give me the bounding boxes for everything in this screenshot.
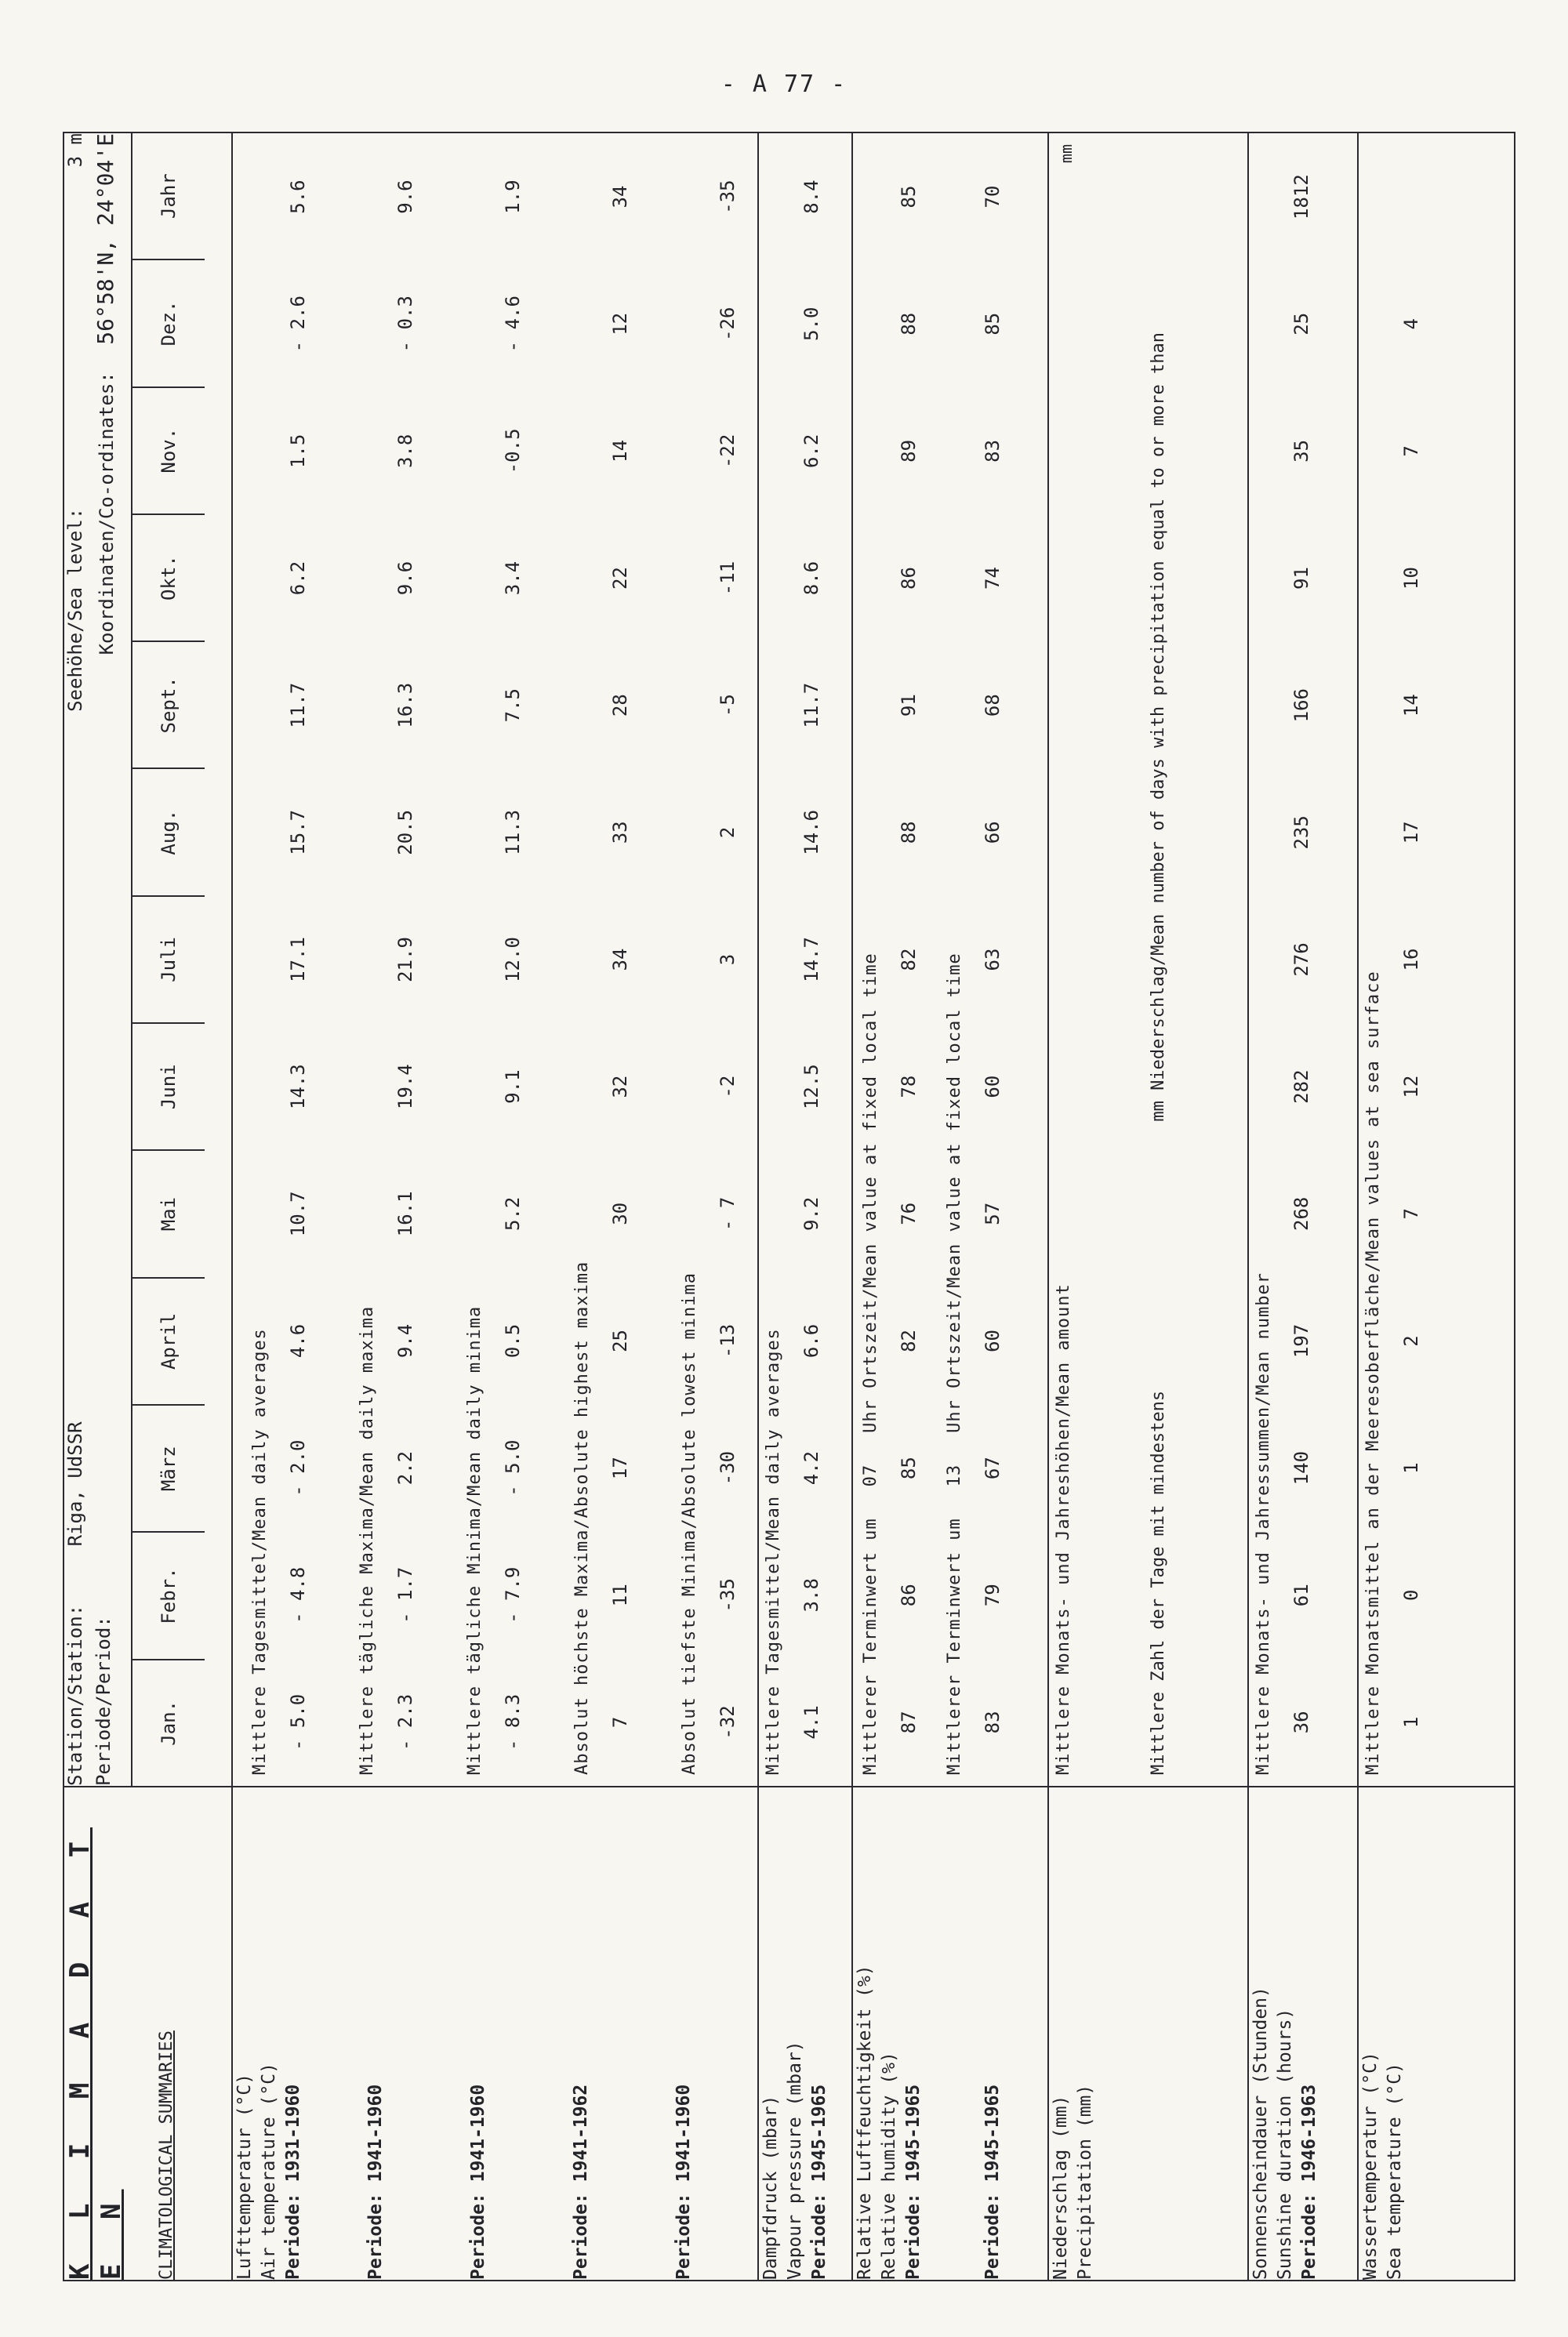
temp-4-value-11: -26 [717,307,739,341]
humidity-0-value-3: 82 [898,1330,920,1352]
temp-4-value-1: -35 [717,1578,739,1613]
temp-2-value-11: - 4.6 [502,296,524,353]
temp-0-value-7: 15.7 [287,809,309,855]
humidity-caption_a-0: Mittlerer Terminwert um [861,1518,880,1775]
temp-3-value-10: 14 [609,439,631,463]
humidity-values-1 [969,133,1016,1786]
vapour-value-9: 8.6 [800,561,822,596]
vapour-value-5: 12.5 [800,1064,822,1110]
sunshine-value-3: 197 [1290,1323,1312,1359]
humidity-1-value-12: 70 [982,185,1004,209]
sea-values [1388,133,1435,1786]
temp-1-value-2: 2.2 [394,1450,416,1486]
temp-1-value-11: - 0.3 [394,296,416,353]
temp-0-value-10: 1.5 [287,434,309,469]
temp-3-value-6: 34 [609,948,631,971]
vapour-value-0: 4.1 [800,1705,822,1740]
temp-0-value-8: 11.7 [287,682,309,728]
temp-2-value-0: - 8.3 [502,1693,524,1751]
vapour-value-6: 14.7 [800,937,822,982]
temp-0-value-6: 17.1 [287,937,309,982]
months-header [131,133,205,1786]
humidity-caption-1 [940,133,969,1786]
sunshine-values [1278,133,1325,1786]
humidity-hour-0: 07 [861,1464,880,1487]
sunshine-value-5: 282 [1290,1069,1312,1104]
temp-values-0 [274,133,321,1786]
temp-values-4 [704,133,751,1786]
sea-label-de: Wassertemperatur (°C) [1360,2052,1381,2280]
sea-value-8: 14 [1400,694,1422,717]
precip-label-de: Niederschlag (mm) [1051,2095,1071,2280]
humidity-0-value-0: 87 [898,1711,920,1734]
temp-caption-2: Mittlere tägliche Minima/Mean daily minima [465,1305,485,1775]
temp-1-value-5: 19.4 [394,1064,416,1110]
humidity-period-1: Periode: 1945-1965 [982,2084,1004,2280]
temp-0-value-0: - 5.0 [287,1693,309,1751]
humidity-0-value-10: 89 [898,439,920,463]
temp-4-value-6: 3 [717,953,739,966]
sunshine-value-1: 61 [1290,1584,1312,1607]
header-left [64,1787,232,2281]
month-header-11: Dez. [132,259,205,386]
coords-value: 56°58'N, 24°04'E [93,133,118,345]
temp-2-value-12: 1.9 [502,180,524,214]
precip-label-en: Precipitation (mm) [1075,2084,1096,2280]
temp-4-value-9: -11 [717,561,739,596]
temp-3-value-12: 34 [609,185,631,209]
sea-value-7: 17 [1400,821,1422,844]
humidity-1-value-5: 60 [982,1075,1004,1098]
sea-value-6: 16 [1400,948,1422,971]
humidity-0-value-5: 78 [898,1075,920,1098]
temp-2-value-7: 11.3 [502,809,524,855]
temp-0-value-4: 10.7 [287,1191,309,1237]
temp-4-value-0: -32 [717,1705,739,1740]
humidity-1-value-3: 60 [982,1330,1004,1352]
temp-1-value-12: 9.6 [394,180,416,214]
vapour-data-cell [758,132,852,1787]
temp-caption-1: Mittlere tägliche Maxima/Mean daily maxima [358,1305,377,1775]
sea-value-9: 10 [1400,567,1422,590]
vapour-value-10: 6.2 [800,434,822,469]
humidity-0-value-11: 88 [898,312,920,336]
sunshine-label-de: Sonnenscheindauer (Stunden) [1250,1987,1271,2280]
temp-3-value-9: 22 [609,567,631,590]
humidity-1-value-2: 67 [982,1457,1004,1480]
humidity-1-value-7: 66 [982,821,1004,844]
vapour-value-1: 3.8 [800,1578,822,1613]
sea-value-1: 0 [1400,1589,1422,1601]
vapour-label-cell [758,1787,852,2281]
month-header-10: Nov. [132,386,205,513]
climate-table-rotated [63,133,1505,2281]
humidity-1-value-4: 57 [982,1202,1004,1225]
humidity-1-value-10: 83 [982,439,1004,463]
sunshine-value-8: 166 [1290,688,1312,723]
period-label: Periode/Period: [93,1616,114,1786]
precip-label-cell [1048,1787,1248,2281]
month-header-0: Jan. [132,1659,205,1786]
temp-1-value-3: 9.4 [394,1323,416,1359]
temp-4-value-10: -22 [717,434,739,469]
sunshine-value-12: 1812 [1290,174,1312,220]
humidity-0-value-4: 76 [898,1202,920,1225]
temp-1-value-10: 3.8 [394,434,416,469]
temp-3-value-1: 11 [609,1584,631,1607]
temp-0-value-3: 4.6 [287,1323,309,1359]
sunshine-value-7: 235 [1290,815,1312,850]
temp-period-3: Periode: 1941-1962 [571,2084,592,2280]
humidity-1-value-9: 74 [982,567,1004,590]
temp-period-2: Periode: 1941-1960 [468,2084,489,2280]
sunshine-value-2: 140 [1290,1450,1312,1486]
sea-label-cell [1358,1787,1515,2281]
vapour-value-7: 14.6 [800,809,822,855]
temp-3-value-5: 32 [609,1075,631,1098]
humidity-0-value-1: 86 [898,1584,920,1607]
temp-caption-0: Mittlere Tagesmittel/Mean daily averages [250,1328,270,1775]
vapour-label-en: Vapour pressure (mbar) [785,2041,806,2280]
humidity-1-value-8: 68 [982,694,1004,717]
coords-label: Koordinaten/Co-ordinates: [96,372,118,655]
temp-2-value-10: -0.5 [502,428,524,474]
temp-period-4: Periode: 1941-1960 [673,2084,695,2280]
humidity-1-value-11: 85 [982,312,1004,336]
humidity-caption-0 [856,133,885,1786]
humidity-0-value-7: 88 [898,821,920,844]
temp-0-value-11: - 2.6 [287,296,309,353]
month-header-2: März [132,1404,205,1531]
humidity-caption_b-0: Uhr Ortszeit/Mean value at fixed local time [861,953,880,1433]
climate-table [63,132,1515,2281]
month-header-8: Sept. [132,640,205,768]
temp-3-value-0: 7 [609,1716,631,1729]
vapour-values [788,133,835,1786]
temp-1-value-4: 16.1 [394,1191,416,1237]
humidity-0-value-6: 82 [898,948,920,971]
vapour-value-3: 6.6 [800,1323,822,1359]
vapour-value-4: 9.2 [800,1196,822,1231]
station-label: Station/Station: [64,1604,86,1786]
humidity-period-0: Periode: 1945-1965 [903,2084,924,2280]
temp-3-value-7: 33 [609,821,631,844]
temp-2-value-9: 3.4 [502,561,524,596]
vapour-value-2: 4.2 [800,1450,822,1486]
sunshine-label-cell [1248,1787,1358,2281]
sea-level-value: 3 m [64,133,86,168]
month-header-5: Juni [132,1022,205,1149]
temp-1-value-7: 20.5 [394,809,416,855]
month-header-3: April [132,1277,205,1404]
sea-value-10: 7 [1400,445,1422,457]
month-header-7: Aug. [132,768,205,895]
month-header-6: Juli [132,895,205,1022]
sea-value-3: 2 [1400,1335,1422,1347]
temp-2-value-2: - 5.0 [502,1439,524,1497]
temp-3-value-4: 30 [609,1202,631,1225]
sunshine-period: Periode: 1946-1963 [1299,2084,1320,2280]
sunshine-value-11: 25 [1290,312,1312,336]
humidity-label-en: Relative humidity (%) [879,2052,900,2280]
temp-caption-3: Absolut höchste Maxima/Absolute highest maxima [572,1261,592,1775]
temp-4-value-4: - 7 [717,1196,739,1231]
humidity-label-cell [852,1787,1048,2281]
month-header-12: Jahr [158,173,180,219]
precip-days-caption: Mittlere Zahl der Tage mit mindestens [1149,1390,1168,1775]
header-right [64,132,232,1787]
temp-3-value-3: 25 [609,1330,631,1352]
humidity-values-0 [885,133,932,1786]
temp-2-value-8: 7.5 [502,688,524,723]
sea-value-2: 1 [1400,1462,1422,1474]
humidity-0-value-9: 86 [898,567,920,590]
sea-value-0: 1 [1400,1716,1422,1729]
vapour-value-11: 5.0 [800,307,822,341]
vapour-period: Periode: 1945-1965 [809,2084,830,2280]
sunshine-value-9: 91 [1290,567,1312,590]
temp-label-cell [232,1787,758,2281]
vapour-value-12: 8.4 [800,180,822,214]
temp-label-en: Air temperature (°C) [259,2063,280,2280]
sea-value-5: 12 [1400,1075,1422,1098]
temp-3-value-2: 17 [609,1457,631,1480]
sunshine-value-4: 268 [1290,1196,1312,1231]
temp-data-cell [232,132,758,1787]
sunshine-value-6: 276 [1290,942,1312,977]
page-number: - A 77 - [720,71,848,98]
temp-1-value-8: 16.3 [394,682,416,728]
temp-caption-4: Absolut tiefste Minima/Absolute lowest minima [680,1272,699,1775]
temp-3-value-11: 12 [609,312,631,336]
humidity-data-cell [852,132,1048,1787]
temp-2-value-6: 12.0 [502,937,524,982]
temp-1-value-6: 21.9 [394,937,416,982]
temp-0-value-9: 6.2 [287,561,309,596]
precip-days-caption-b: mm Niederschlag/Mean number of days with precipitation equal to or more than [1149,332,1168,1122]
precip-unit: mm [1057,144,1076,164]
page-subtitle: CLIMATOLOGICAL SUMMARIES [157,2030,176,2280]
temp-values-2 [489,133,536,1786]
temp-values-3 [597,133,644,1786]
sea-caption: Mittlere Monatsmittel an der Meeresoberfläche/Mean values at sea surface [1363,971,1383,1775]
sunshine-value-0: 36 [1290,1711,1312,1734]
sunshine-value-10: 35 [1290,439,1312,463]
humidity-caption_a-1: Mittlerer Terminwert um [945,1518,964,1775]
temp-0-value-12: 5.6 [287,180,309,214]
temp-4-value-5: -2 [717,1075,739,1098]
temp-0-value-1: - 4.8 [287,1566,309,1624]
temp-4-value-2: -30 [717,1450,739,1486]
humidity-1-value-0: 83 [982,1711,1004,1734]
temp-4-value-3: -13 [717,1323,739,1359]
temp-values-1 [382,133,429,1786]
sea-label-en: Sea temperature (°C) [1385,2063,1406,2280]
humidity-caption_b-1: Uhr Ortszeit/Mean value at fixed local time [945,953,964,1433]
temp-4-value-8: -5 [717,694,739,717]
humidity-1-value-6: 63 [982,948,1004,971]
temp-0-value-5: 14.3 [287,1064,309,1110]
humidity-0-value-2: 85 [898,1457,920,1480]
month-header-4: Mai [132,1149,205,1276]
month-header-9: Okt. [132,513,205,640]
temp-3-value-8: 28 [609,694,631,717]
station-value: Riga, UdSSR [64,1421,86,1547]
temp-period-1: Periode: 1941-1960 [365,2084,387,2280]
humidity-label-de: Relative Luftfeuchtigkeit (%) [855,1965,875,2280]
page-title: K L I M A D A T E N [64,1827,127,2280]
humidity-1-value-1: 79 [982,1584,1004,1607]
temp-1-value-9: 9.6 [394,561,416,596]
temp-2-value-4: 5.2 [502,1196,524,1231]
month-header-1: Febr. [132,1531,205,1658]
temp-1-value-0: - 2.3 [394,1693,416,1751]
temp-period-0: Periode: 1931-1960 [283,2084,304,2280]
humidity-0-value-8: 91 [898,694,920,717]
sea-level-label: Seehöhe/Sea level: [64,507,86,712]
humidity-hour-1: 13 [945,1464,964,1487]
vapour-caption: Mittlere Tagesmittel/Mean daily averages [764,1328,783,1775]
temp-4-value-7: 2 [717,826,739,839]
humidity-0-value-12: 85 [898,185,920,209]
sunshine-data-cell [1248,132,1358,1787]
temp-2-value-5: 9.1 [502,1069,524,1104]
sunshine-label-en: Sunshine duration (hours) [1275,2008,1296,2280]
sea-value-4: 7 [1400,1208,1422,1220]
sea-data-cell [1358,132,1515,1787]
temp-label-de: Lufttemperatur (°C) [234,2073,255,2280]
temp-1-value-1: - 1.7 [394,1566,416,1624]
temp-2-value-3: 0.5 [502,1323,524,1359]
precip-data-cell [1048,132,1248,1787]
sunshine-caption: Mittlere Monats- und Jahressummen/Mean number [1254,1272,1273,1775]
sea-value-11: 4 [1400,318,1422,330]
vapour-value-8: 11.7 [800,682,822,728]
temp-0-value-2: - 2.0 [287,1439,309,1497]
temp-4-value-12: -35 [717,180,739,214]
vapour-label-de: Dampfdruck (mbar) [760,2095,781,2280]
temp-2-value-1: - 7.9 [502,1566,524,1624]
precip-caption: Mittlere Monats- und Jahreshöhen/Mean amount [1054,1283,1073,1775]
